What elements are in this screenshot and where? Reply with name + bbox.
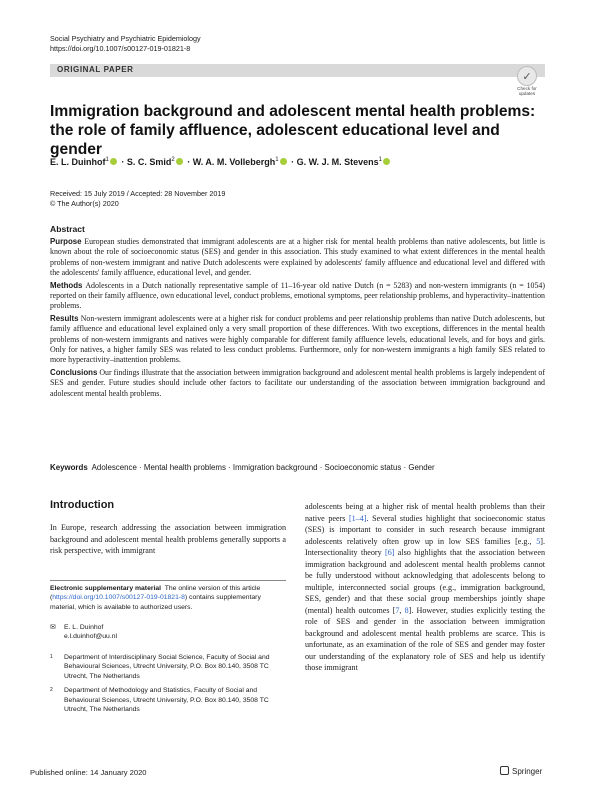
esm-text: ) contains supplementary material, which is available to authorized users.: [50, 594, 261, 611]
bookmark-icon: ✓: [517, 66, 537, 86]
publisher-logo: [500, 766, 542, 776]
check-for-updates-badge[interactable]: [513, 66, 541, 96]
intro-text: ]. Intersectionality theory: [305, 536, 545, 557]
purpose-text: European studies demonstrated that immigrant adolescents are at a higher risk for mental health problems than native adolescents, but little is known about the role of socioeconomic status (SES) and gender in this association. This study examined to what extent differences in the mental health problems of non-western immigrant and native Dutch adolescents were explained by adolescents' family affluence and educational level and differed with the adolescents' family affluence, educational level, and gender.: [50, 237, 545, 278]
author-affil-sup: 1: [378, 157, 382, 163]
abstract-body: [50, 237, 545, 401]
conclusions-label: Conclusions: [50, 367, 98, 377]
esm-link[interactable]: https://doi.org/10.1007/s00127-019-01821-8: [52, 594, 185, 602]
author-name[interactable]: E. L. Duinhof: [50, 157, 106, 167]
abstract-purpose: [50, 237, 545, 279]
purpose-label: Purpose: [50, 237, 82, 246]
affiliation-text: Department of Methodology and Statistics, Faculty of Social and Behavioural Sciences, Utrecht University, P.O. Box 80.140, 3508 TC Utrecht, The Netherlands: [64, 687, 269, 714]
citation-link[interactable]: 8: [404, 605, 409, 615]
intro-text: ,: [399, 605, 405, 615]
published-date: Published online: 14 January 2020: [30, 768, 147, 777]
esm-text: The online version of this article (: [50, 585, 261, 602]
author-affil-sup: 1: [275, 157, 279, 163]
esm-note: [50, 584, 286, 612]
received-accepted: Received: 15 July 2019 / Accepted: 28 November 2019: [50, 189, 226, 198]
affiliation-number: 2: [50, 687, 53, 694]
journal-header: [50, 34, 201, 54]
springer-horse-icon: [500, 766, 509, 775]
corresponding-author: [50, 623, 286, 642]
esm-label: Electronic supplementary material: [50, 585, 162, 592]
affiliation-item: [50, 653, 286, 681]
section-label: ORIGINAL PAPER: [57, 65, 134, 74]
author-name[interactable]: W. A. M. Vollebergh: [192, 157, 276, 167]
author-list: E. L. Duinhof$^1$ · S. C. Smid$^2$ · W. A. M. Vollebergh$^1$ · G. W. J. M. Stevens$^1$: [50, 157, 392, 167]
contact-email[interactable]: e.l.duinhof@uu.nl: [64, 633, 118, 641]
author-name[interactable]: G. W. J. M. Stevens: [296, 157, 379, 167]
keywords: [50, 463, 545, 473]
publisher-name: Springer: [512, 767, 543, 776]
article-title: Immigration background and adolescent mental health problems: the role of family affluence, adolescent educational level and gender: [50, 103, 536, 158]
affiliation-text: Department of Interdisciplinary Social Science, Faculty of Social and Behavioural Sciences, Utrecht University, P.O. Box 80.140, 3508 TC Utrecht, The Netherlands: [64, 654, 270, 680]
abstract-conclusions: [50, 368, 545, 399]
intro-text: also highlights that the association between immigration background and adolescent mental health problems cannot be fully understood without acknowledging that adolescents belong to multiple, interconnected social groups (e.g., immigration background, SES, gender) and that these social group memberships jointly shape (mental) health outcomes [: [305, 548, 545, 615]
keywords-text: Adolescence · Mental health problems · Immigration background · Socioeconomic status · Gender: [91, 463, 435, 472]
orcid-icon[interactable]: [110, 158, 117, 165]
orcid-icon[interactable]: [280, 158, 287, 165]
results-label: Results: [50, 313, 79, 323]
check-updates-label: Check for updates: [517, 86, 537, 96]
intro-text: ]. However, studies explicitly testing the role of SES and gender in the association between immigration background and adolescent mental health problems are scarce. This is unfortunate, as an examination of the role of SES and gender may foster our understanding of the explanatory role of SES and help us identify those immigrant: [305, 605, 545, 672]
footnote-divider: [50, 580, 286, 581]
article-dates: [50, 189, 225, 209]
intro-text: . Several studies highlight that socioeconomic status (SES) is important to consider in such research because immigrant adolescents relatively often grow up in low SES families [e.g.,: [305, 513, 546, 546]
affiliation-item: [50, 686, 286, 714]
keywords-label: Keywords: [50, 463, 88, 472]
intro-text: adolescents being at a higher risk of mental health problems than their native peers: [305, 502, 545, 523]
copyright-line: © The Author(s) 2020: [50, 199, 119, 208]
author-name[interactable]: S. C. Smid: [126, 157, 172, 167]
citation-link[interactable]: [6]: [385, 548, 395, 557]
mail-icon: ✉: [50, 624, 56, 631]
abstract-results: [50, 314, 545, 366]
citation-link[interactable]: 7: [395, 605, 400, 615]
section-banner: [50, 64, 545, 77]
journal-name: Social Psychiatry and Psychiatric Epidemiology: [50, 34, 201, 43]
orcid-icon[interactable]: [176, 158, 183, 165]
intro-heading: Introduction: [50, 499, 115, 511]
doi-link[interactable]: https://doi.org/10.1007/s00127-019-01821-8: [50, 44, 191, 53]
methods-label: Methods: [50, 280, 83, 290]
citation-link[interactable]: 5: [536, 536, 541, 546]
abstract-heading: Abstract: [50, 224, 85, 234]
contact-name: E. L. Duinhof: [64, 624, 104, 631]
intro-right-column: [305, 501, 545, 674]
results-text: Non-western immigrant adolescents were at a higher risk for conduct problems and peer relationship problems than native Dutch adolescents, but family affluence and educational level explained only a very small proportion of these differences. With two exceptions, differences in the mental health problems of non-western immigrants and natives were highly comparable for different family affluence levels, educational levels, and for boys and girls. Only for natives, a higher family SES was related to less conduct problems. Furthermore, only for non-western immigrants a high family SES related to more hyperactivity–inattention problems.: [50, 313, 545, 365]
conclusions-text: Our findings illustrate that the association between immigration background and adolescent mental health problems is largely independent of SES and gender. Future studies should include other factors to facilitate our understanding of the association between immigration background and adolescent mental health problems.: [50, 367, 545, 398]
author-affil-sup: 2: [171, 157, 175, 163]
citation-link[interactable]: [1–4]: [348, 513, 367, 523]
affiliations: [50, 653, 286, 719]
methods-text: Adolescents in a Dutch nationally representative sample of 11–16-year old native Dutch (n = 5283) and non-western immigrants (n = 1054) reported on their family affluence, own educational level, conduct problems, emotional symptoms, peer relationship problems, and hyperactivity–inattention problems.: [50, 280, 545, 311]
intro-left-column: In Europe, research addressing the association between immigration background and adolescent mental health problems generally supports a risk perspective, with immigrant: [50, 523, 286, 555]
abstract-methods: [50, 281, 545, 312]
orcid-icon[interactable]: [383, 158, 390, 165]
author-affil-sup: 1: [105, 157, 109, 163]
affiliation-number: 1: [50, 654, 53, 660]
